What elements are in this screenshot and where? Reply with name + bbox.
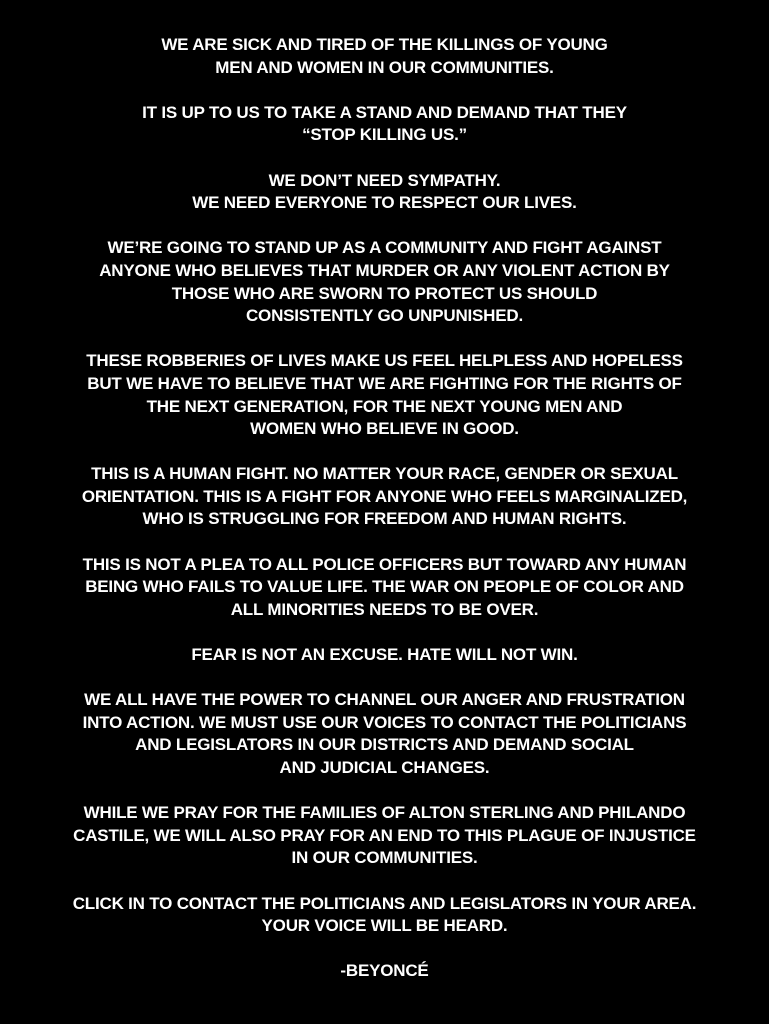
paragraph-line: CASTILE, WE WILL ALSO PRAY FOR AN END TO THIS PLAGUE OF INJUSTICE xyxy=(73,825,696,845)
paragraph-line: ALL MINORITIES NEEDS TO BE OVER. xyxy=(230,599,539,619)
paragraph-line: WE ARE SICK AND TIRED OF THE KILLINGS OF YOUNG xyxy=(161,35,608,54)
paragraph-line: IT IS UP TO US TO TAKE A STAND AND DEMAND THAT THEY xyxy=(142,102,627,122)
paragraph-line: WE’RE GOING TO STAND UP AS A COMMUNITY AND FIGHT AGAINST xyxy=(107,238,662,258)
paragraph-line: ORIENTATION. THIS IS A FIGHT FOR ANYONE WHO FEELS MARGINALIZED, xyxy=(81,486,688,506)
paragraph-line: WE NEED EVERYONE TO RESPECT OUR LIVES. xyxy=(192,193,577,213)
paragraph-line: THIS IS NOT A PLEA TO ALL POLICE OFFICERS BUT TOWARD ANY HUMAN xyxy=(82,554,687,574)
paragraph-line: AND JUDICIAL CHANGES. xyxy=(279,758,490,777)
paragraph-line: THE NEXT GENERATION, FOR THE NEXT YOUNG MEN AND xyxy=(146,396,623,416)
paragraph-line: WE DON’T NEED SYMPATHY. xyxy=(268,170,501,190)
paragraph-line: FEAR IS NOT AN EXCUSE. HATE WILL NOT WIN. xyxy=(191,645,578,665)
paragraph-1 xyxy=(0,34,769,79)
paragraph-line: BEING WHO FAILS TO VALUE LIFE. THE WAR ON PEOPLE OF COLOR AND xyxy=(85,577,684,597)
signature xyxy=(0,960,769,983)
paragraph-line: THESE ROBBERIES OF LIVES MAKE US FEEL HELPLESS AND HOPELESS xyxy=(86,351,683,371)
paragraph-2 xyxy=(0,102,769,147)
paragraph-10 xyxy=(0,802,769,870)
paragraph-line: WHO IS STRUGGLING FOR FREEDOM AND HUMAN RIGHTS. xyxy=(142,509,627,529)
paragraph-line: MEN AND WOMEN IN OUR COMMUNITIES. xyxy=(215,57,554,77)
paragraph-line: CLICK IN TO CONTACT THE POLITICIANS AND LEGISLATORS IN YOUR AREA. xyxy=(72,893,697,913)
paragraph-line: THIS IS A HUMAN FIGHT. NO MATTER YOUR RACE, GENDER OR SEXUAL xyxy=(91,464,678,484)
paragraph-line: ANYONE WHO BELIEVES THAT MURDER OR ANY VIOLENT ACTION BY xyxy=(99,260,670,280)
paragraph-line: “STOP KILLING US.” xyxy=(302,125,467,145)
paragraph-line: INTO ACTION. WE MUST USE OUR VOICES TO CONTACT THE POLITICIANS xyxy=(82,712,687,732)
paragraph-line: AND LEGISLATORS IN OUR DISTRICTS AND DEMAND SOCIAL xyxy=(135,735,634,755)
paragraph-line: WOMEN WHO BELIEVE IN GOOD. xyxy=(250,419,519,439)
signature-text: -BEYONCÉ xyxy=(340,961,429,981)
paragraph-6 xyxy=(0,463,769,531)
paragraph-11 xyxy=(0,893,769,938)
paragraph-9 xyxy=(0,689,769,779)
paragraph-line: THOSE WHO ARE SWORN TO PROTECT US SHOULD xyxy=(171,283,598,303)
paragraph-line: IN OUR COMMUNITIES. xyxy=(291,848,478,868)
paragraph-line: WE ALL HAVE THE POWER TO CHANNEL OUR ANGER AND FRUSTRATION xyxy=(84,690,685,710)
paragraph-line: YOUR VOICE WILL BE HEARD. xyxy=(261,916,508,936)
paragraph-7 xyxy=(0,554,769,622)
paragraph-3 xyxy=(0,170,769,215)
paragraph-4 xyxy=(0,237,769,327)
paragraph-line: BUT WE HAVE TO BELIEVE THAT WE ARE FIGHTING FOR THE RIGHTS OF xyxy=(87,373,682,393)
paragraph-8 xyxy=(0,644,769,667)
paragraph-line: WHILE WE PRAY FOR THE FAMILIES OF ALTON STERLING AND PHILANDO xyxy=(83,803,686,823)
paragraph-5 xyxy=(0,350,769,440)
paragraph-line: CONSISTENTLY GO UNPUNISHED. xyxy=(245,306,524,326)
